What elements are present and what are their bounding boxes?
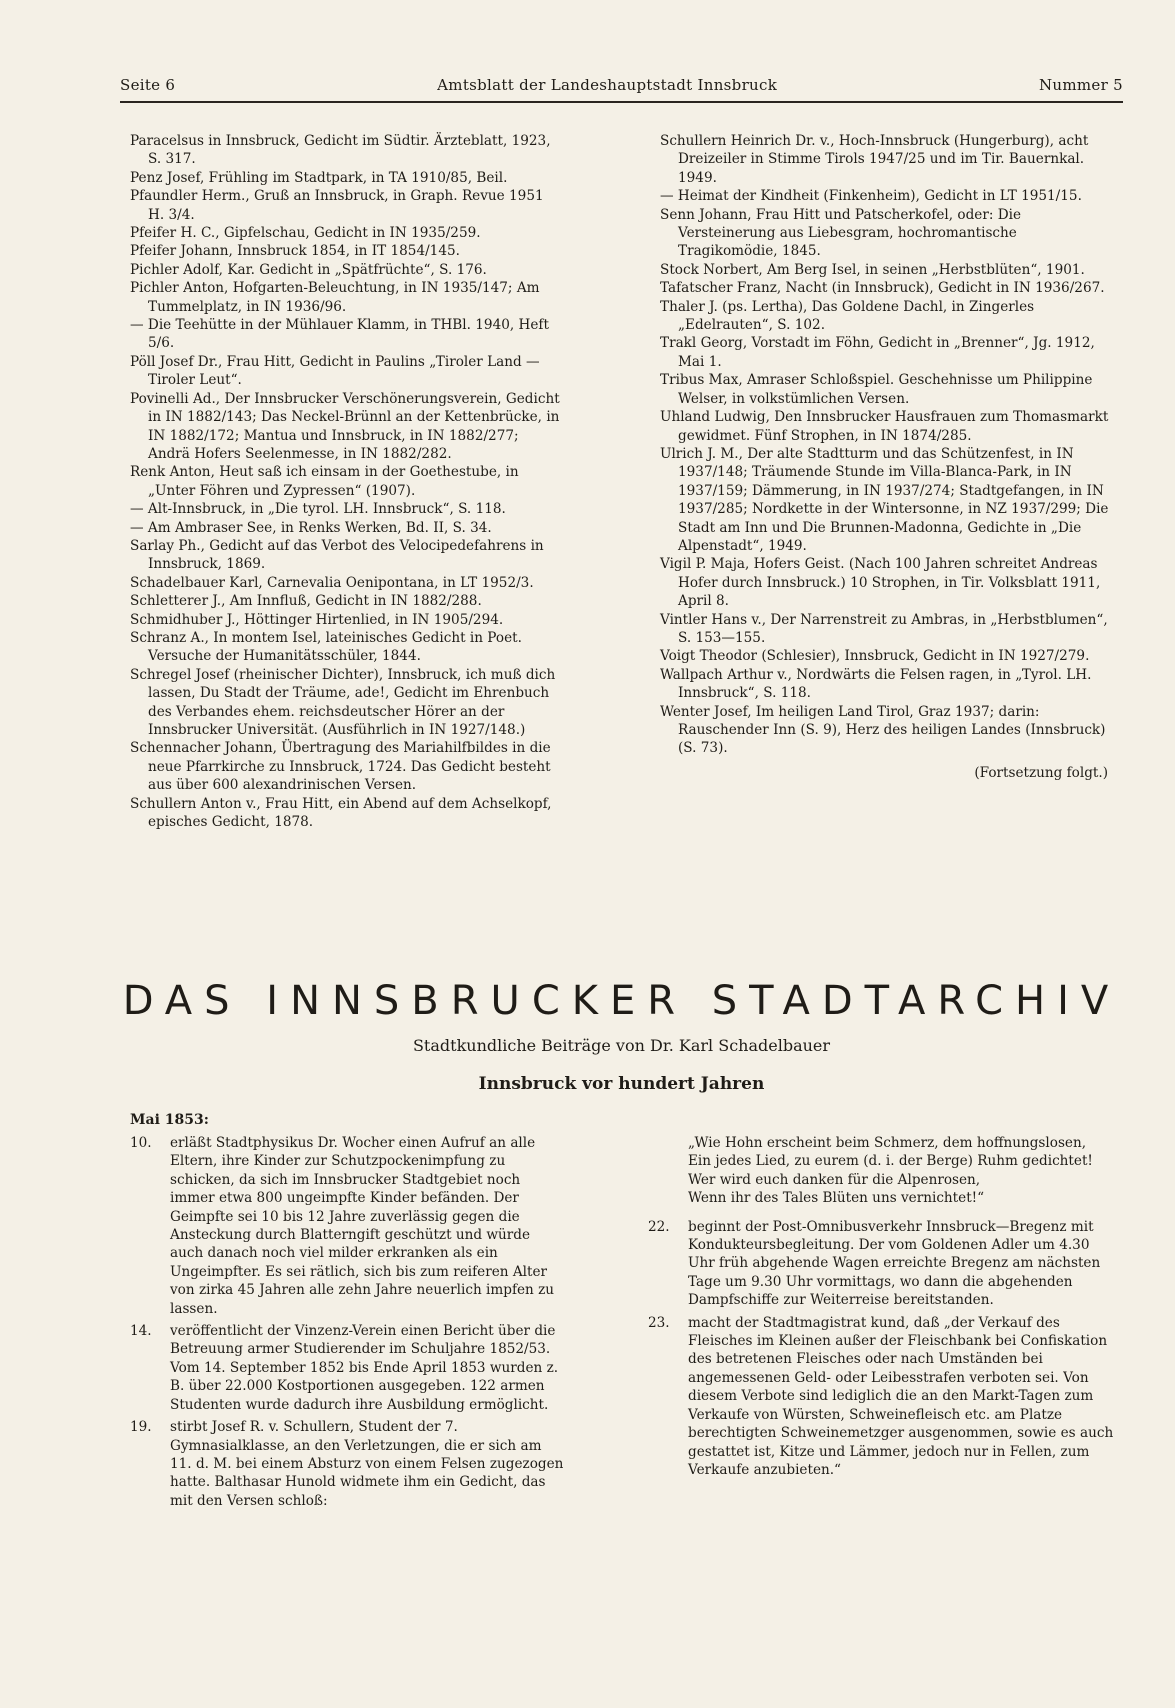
bibliography-entry: Uhland Ludwig, Den Innsbrucker Hausfrauen zum Thomasmarkt gewidmet. Fünf Strophen, in IN 1874/285. (660, 409, 1109, 444)
bibliography-entry: Stock Norbert, Am Berg Isel, in seinen „Herbstblüten“, 1901. (660, 261, 1085, 278)
running-head (120, 76, 1123, 94)
bibliography-entry: Vigil P. Maja, Hofers Geist. (Nach 100 Jahren schreitet Andreas Hofer durch Innsbruck.) 10 Strophen, in Tir. Volksblatt 1911, April 8. (660, 556, 1101, 610)
bibliography-entry: — Die Teehütte in der Mühlauer Klamm, in THBl. 1940, Heft 5/6. (130, 317, 549, 352)
poem-line: Wer wird euch danken für die Alpenrosen, (688, 1171, 981, 1188)
bibliography-entry: Vintler Hans v., Der Narrenstreit zu Ambras, in „Herbstblumen“, S. 153—155. (660, 611, 1108, 646)
bibliography-entry: Renk Anton, Heut saß ich einsam in der Goethestube, in „Unter Föhren und Zypressen“ (1907). (130, 464, 519, 499)
poem-line: Ein jedes Lied, zu eurem (d. i. der Berge) Ruhm gedichtet! (688, 1153, 1093, 1170)
bibliography-entry: Schletterer J., Am Innfluß, Gedicht in IN 1882/288. (130, 593, 482, 610)
bibliography-entry: Schullern Anton v., Frau Hitt, ein Abend auf dem Achselkopf, episches Gedicht, 1878. (130, 795, 552, 831)
chronicle-entry (648, 1314, 1116, 1480)
bibliography-entry: — Am Ambraser See, in Renks Werken, Bd. II, S. 34. (130, 519, 492, 536)
bibliography-entry: Penz Josef, Frühling im Stadtpark, in TA 1910/85, Beil. (130, 169, 508, 186)
bibliography-left-column (130, 132, 562, 831)
chronicle-entry (130, 1322, 566, 1414)
bibliography-entry: Schmidhuber J., Höttinger Hirtenlied, in IN 1905/294. (130, 611, 504, 628)
bibliography-entry: Tribus Max, Amraser Schloßspiel. Geschehnisse um Philippine Welser, in volkstümlichen Versen. (660, 372, 1093, 407)
issue-number: Nummer 5 (1039, 76, 1123, 94)
bibliography-entry: Tafatscher Franz, Nacht (in Innsbruck), Gedicht in IN 1936/267. (660, 280, 1105, 297)
bibliography-entry: Ulrich J. M., Der alte Stadtturm und das Schützenfest, in IN 1937/148; Träumende Stunde im Villa-Blanca-Park, in IN 1937/159; Dämmerung, in IN 1937/274; Stadtgefangen, in IN 1937/285; Nordkette in der Wintersonne, in NZ 1937/299; Die Stadt am Inn und Die Brunnen-Madonna, Gedichte in „Die Alpenstadt“, 1949. (660, 445, 1109, 554)
bibliography-entry: Schregel Josef (rheinischer Dichter), Innsbruck, ich muß dich lassen, Du Stadt der Träume, ade!, Gedicht im Ehrenbuch des Verbandes ehem. reichsdeutscher Hörer an der Innsbrucker Universität. (Ausführlich in IN 1927/148.) (130, 666, 556, 738)
chronicle-left-column (130, 1134, 566, 1514)
day-text: macht der Stadtmagistrat kund, daß „der Verkauf des Fleisches im Kleinen außer der Fleischbank bei Confiskation des betretenen Fleisches oder nach Umständen bei angemessenen Geld- oder Leibesstrafen verboten sei. Von diesem Verbote sind lediglich die an den Markt-Tagen zum Verkaufe von Würsten, Schweinefleisch etc. am Platze berechtigten Schweinemetzger ausgenommen, sowie es auch gestattet ist, Kitze und Lämmer, jedoch nur in Fellen, zum Verkaufe anzubieten.“ (688, 1314, 1114, 1478)
bibliography-entry: Povinelli Ad., Der Innsbrucker Verschönerungsverein, Gedicht in IN 1882/143; Das Neckel-Brünnl an der Kettenbrücke, in IN 1882/172; Mantua und Innsbruck, in IN 1882/277; Andrä Hofers Seelenmesse, in IN 1882/282. (130, 390, 560, 462)
section-title: Innsbruck vor hundert Jahren (478, 1074, 765, 1094)
chronicle-entry (648, 1218, 1116, 1310)
bibliography-entry: Schennacher Johann, Übertragung des Mariahilfbildes in die neue Pfarrkirche zu Innsbruck, 1724. Das Gedicht besteht aus über 600 alexandrinischen Versen. (130, 740, 551, 794)
bibliography-entry: Pfeifer Johann, Innsbruck 1854, in IT 1854/145. (130, 243, 460, 260)
day-text: veröffentlicht der Vinzenz-Verein einen Bericht über die Betreuung armer Studierender im Schuljahre 1852/53. Vom 14. September 1852 bis Ende April 1853 wurden z. B. über 22.000 Kostportionen ausgegeben. 122 armen Studenten wurde dadurch ihre Ausbildung ermöglicht. (170, 1323, 559, 1413)
bibliography-entry: Pöll Josef Dr., Frau Hitt, Gedicht in Paulins „Tiroler Land — Tiroler Leut“. (130, 353, 540, 389)
day-number: 22. (648, 1218, 670, 1235)
day-text: stirbt Josef R. v. Schullern, Student der 7. Gymnasialklasse, an den Verletzungen, die er sich am 11. d. M. bei einem Absturz von einem Felsen zugezogen hatte. Balthasar Hunold widmete ihm ein Gedicht, das mit den Versen schloß: (170, 1419, 564, 1509)
bibliography-entry: Trakl Georg, Vorstadt im Föhn, Gedicht in „Brenner“, Jg. 1912, Mai 1. (660, 335, 1095, 370)
bibliography-entry: Schullern Heinrich Dr. v., Hoch-Innsbruck (Hungerburg), acht Dreizeiler in Stimme Tirols 1947/25 und im Tir. Bauernkal. 1949. (660, 133, 1089, 186)
bibliography-right-column (660, 132, 1118, 796)
bibliography-entry: Schadelbauer Karl, Carnevalia Oenipontana, in LT 1952/3. (130, 574, 534, 591)
bibliography-entry: Voigt Theodor (Schlesier), Innsbruck, Gedicht in IN 1927/279. (660, 648, 1090, 665)
poem-line: Wenn ihr des Tales Blüten uns vernichtet!“ (688, 1190, 985, 1207)
bibliography-entry: Pfaundler Herm., Gruß an Innsbruck, in Graph. Revue 1951 H. 3/4. (130, 188, 544, 223)
continuation-note: (Fortsetzung folgt.) (974, 764, 1108, 781)
bibliography-entry: Pichler Anton, Hofgarten-Beleuchtung, in IN 1935/147; Am Tummelplatz, in IN 1936/96. (130, 280, 540, 315)
chronicle-entry (130, 1134, 566, 1318)
bibliography-entry: Thaler J. (ps. Lertha), Das Goldene Dachl, in Zingerles „Edelrauten“, S. 102. (660, 298, 1035, 334)
bibliography-entry: Sarlay Ph., Gedicht auf das Verbot des Velocipedefahrens in Innsbruck, 1869. (130, 537, 544, 573)
header-divider (120, 101, 1123, 103)
bibliography-entry: Paracelsus in Innsbruck, Gedicht im Südtir. Ärzteblatt, 1923, S. 317. (130, 133, 551, 168)
bibliography-entry: Pichler Adolf, Kar. Gedicht in „Spätfrüchte“, S. 176. (130, 261, 487, 278)
page-number: Seite 6 (120, 76, 176, 94)
day-text: erläßt Stadtphysikus Dr. Wocher einen Aufruf an alle Eltern, ihre Kinder zur Schutzpockenimpfung zu schicken, da sich im Innsbrucker Stadtgebiet noch immer etwa 800 ungeimpfte Kinder befänden. Der Geimpfte sei 10 bis 12 Jahre zuverlässig gegen die Ansteckung durch Blatterngift geschützt und würde auch danach noch viel milder erkranken als ein Ungeimpfter. Es sei rätlich, sich bis zum reiferen Alter von zirka 45 Jahren alle zehn Jahre neuerlich impfen zu lassen. (170, 1135, 555, 1317)
day-number: 19. (130, 1419, 152, 1436)
bibliography-entry: Schranz A., In montem Isel, lateinisches Gedicht in Poet. Versuche der Humanitätsschüler, 1844. (130, 629, 522, 665)
archive-subtitle: Stadtkundliche Beiträge von Dr. Karl Schadelbauer (412, 1036, 831, 1055)
bibliography-entry: Pfeifer H. C., Gipfelschau, Gedicht in IN 1935/259. (130, 225, 481, 242)
month-label: Mai 1853: (130, 1112, 209, 1128)
bibliography-entry: Wallpach Arthur v., Nordwärts die Felsen ragen, in „Tyrol. LH. Innsbruck“, S. 118. (660, 666, 1092, 702)
chronicle-right-column (648, 1134, 1116, 1483)
day-text: beginnt der Post-Omnibusverkehr Innsbruck—Bregenz mit Kondukteursbegleitung. Der vom Goldenen Adler um 4.30 Uhr früh abgehende Wagen erreichte Bregenz am nächsten Tage um 9.30 Uhr vormittags, wo dann die abgehenden Dampfschiffe zur Weiterreise bereitstanden. (688, 1218, 1101, 1309)
day-number: 23. (648, 1314, 670, 1331)
bibliography-entry: — Alt-Innsbruck, in „Die tyrol. LH. Innsbruck“, S. 118. (130, 501, 506, 518)
bibliography-entry: — Heimat der Kindheit (Finkenheim), Gedicht in LT 1951/15. (660, 188, 1082, 205)
poem-line: „Wie Hohn erscheint beim Schmerz, dem hoffnungslosen, (688, 1135, 1087, 1151)
day-number: 10. (130, 1135, 152, 1151)
poem-quote (648, 1134, 1116, 1208)
chronicle-entry (130, 1418, 566, 1510)
bibliography-entry: Senn Johann, Frau Hitt und Patscherkofel, oder: Die Versteinerung aus Liebesgram, hochromantische Tragikomödie, 1845. (660, 206, 1022, 260)
archive-heading: DAS INNSBRUCKER STADTARCHIV (122, 978, 1121, 1024)
bibliography-entry: Wenter Josef, Im heiligen Land Tirol, Graz 1937; darin: Rauschender Inn (S. 9), Herz des heiligen Landes (Innsbruck) (S. 73). (660, 703, 1106, 757)
publication-title: Amtsblatt der Landeshauptstadt Innsbruck (437, 76, 778, 94)
day-number: 14. (130, 1323, 152, 1340)
